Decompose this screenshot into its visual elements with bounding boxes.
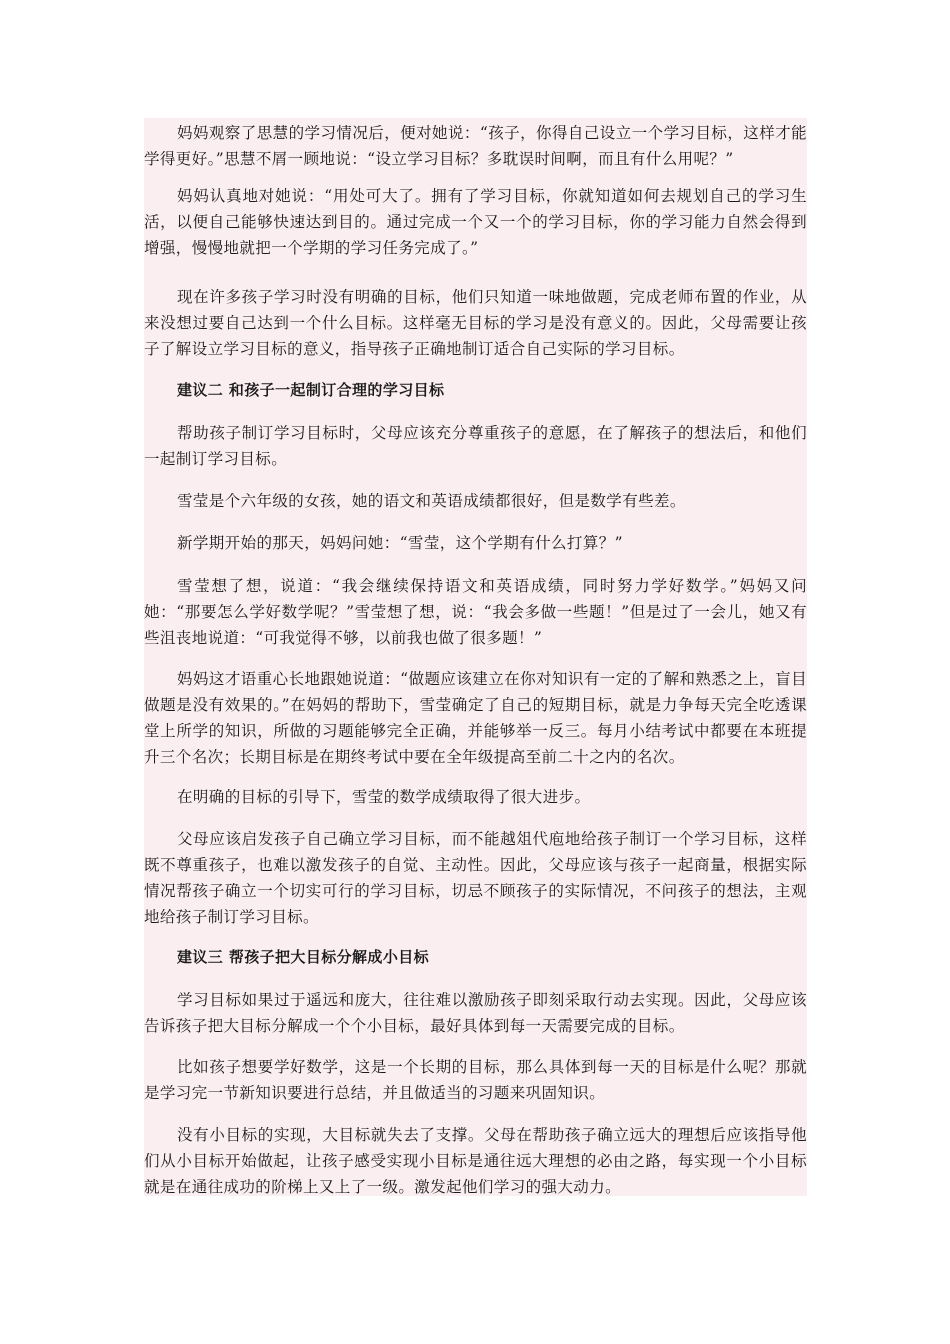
highlighted-text-block	[144, 118, 807, 1196]
paragraph-6: 新学期开始的那天，妈妈问她：“雪莹，这个学期有什么打算？”	[177, 534, 623, 552]
paragraph-5: 雪莹是个六年级的女孩，她的语文和英语成绩都很好，但是数学有些差。	[177, 492, 686, 510]
paragraph-2: 妈妈认真地对她说：“用处可大了。拥有了学习目标，你就知道如何去规划自己的学习生活，以便自己能够快速达到目的。通过完成一个又一个的学习目标，你的学习能力自然会得到增强，慢慢地就把一个学期的学习任务完成了。”	[144, 187, 807, 257]
paragraph-3: 现在许多孩子学习时没有明确的目标，他们只知道一味地做题，完成老师布置的作业，从来没想过要自己达到一个什么目标。这样毫无目标的学习是没有意义的。因此，父母需要让孩子了解设立学习目标的意义，指导孩子正确地制订适合自己实际的学习目标。	[144, 288, 807, 358]
section-heading-3: 建议三 帮孩子把大目标分解成小目标	[177, 948, 430, 966]
paragraph-11: 学习目标如果过于遥远和庞大，往往难以激励孩子即刻采取行动去实现。因此，父母应该告诉孩子把大目标分解成一个个小目标，最好具体到每一天需要完成的目标。	[144, 991, 807, 1035]
paragraph-13: 没有小目标的实现，大目标就失去了支撑。父母在帮助孩子确立远大的理想后应该指导他们从小目标开始做起，让孩子感受实现小目标是通往远大理想的必由之路，每实现一个小目标就是在通往成功的阶梯上又上了一级。激发起他们学习的强大动力。	[144, 1126, 807, 1196]
paragraph-10: 父母应该启发孩子自己确立学习目标，而不能越俎代庖地给孩子制订一个学习目标，这样既不尊重孩子，也难以激发孩子的自觉、主动性。因此，父母应该与孩子一起商量，根据实际情况帮孩子确立一个切实可行的学习目标，切忌不顾孩子的实际情况，不问孩子的想法，主观地给孩子制订学习目标。	[144, 830, 807, 926]
paragraph-4: 帮助孩子制订学习目标时，父母应该充分尊重孩子的意愿，在了解孩子的想法后，和他们一起制订学习目标。	[144, 424, 807, 468]
paragraph-7: 雪莹想了想，说道：“我会继续保持语文和英语成绩，同时努力学好数学。”妈妈又问她：“那要怎么学好数学呢？”雪莹想了想，说：“我会多做一些题！”但是过了一会儿，她又有些沮丧地说道：“可我觉得不够，以前我也做了很多题！”	[144, 577, 807, 647]
section-heading-2: 建议二 和孩子一起制订合理的学习目标	[177, 381, 445, 399]
paragraph-8: 妈妈这才语重心长地跟她说道：“做题应该建立在你对知识有一定的了解和熟悉之上，盲目做题是没有效果的。”在妈妈的帮助下，雪莹确定了自己的短期目标，就是力争每天完全吃透课堂上所学的知识，所做的习题能够完全正确，并能够举一反三。每月小结考试中都要在本班提升三个名次；长期目标是在期终考试中要在全年级提高至前二十之内的名次。	[144, 670, 807, 766]
paragraph-1: 妈妈观察了思慧的学习情况后，便对她说：“孩子，你得自己设立一个学习目标，这样才能学得更好。”思慧不屑一顾地说：“设立学习目标？多耽误时间啊，而且有什么用呢？”	[144, 124, 807, 168]
paragraph-12: 比如孩子想要学好数学，这是一个长期的目标，那么具体到每一天的目标是什么呢？那就是学习完一节新知识要进行总结，并且做适当的习题来巩固知识。	[144, 1058, 807, 1102]
paragraph-9: 在明确的目标的引导下，雪莹的数学成绩取得了很大进步。	[177, 788, 591, 806]
